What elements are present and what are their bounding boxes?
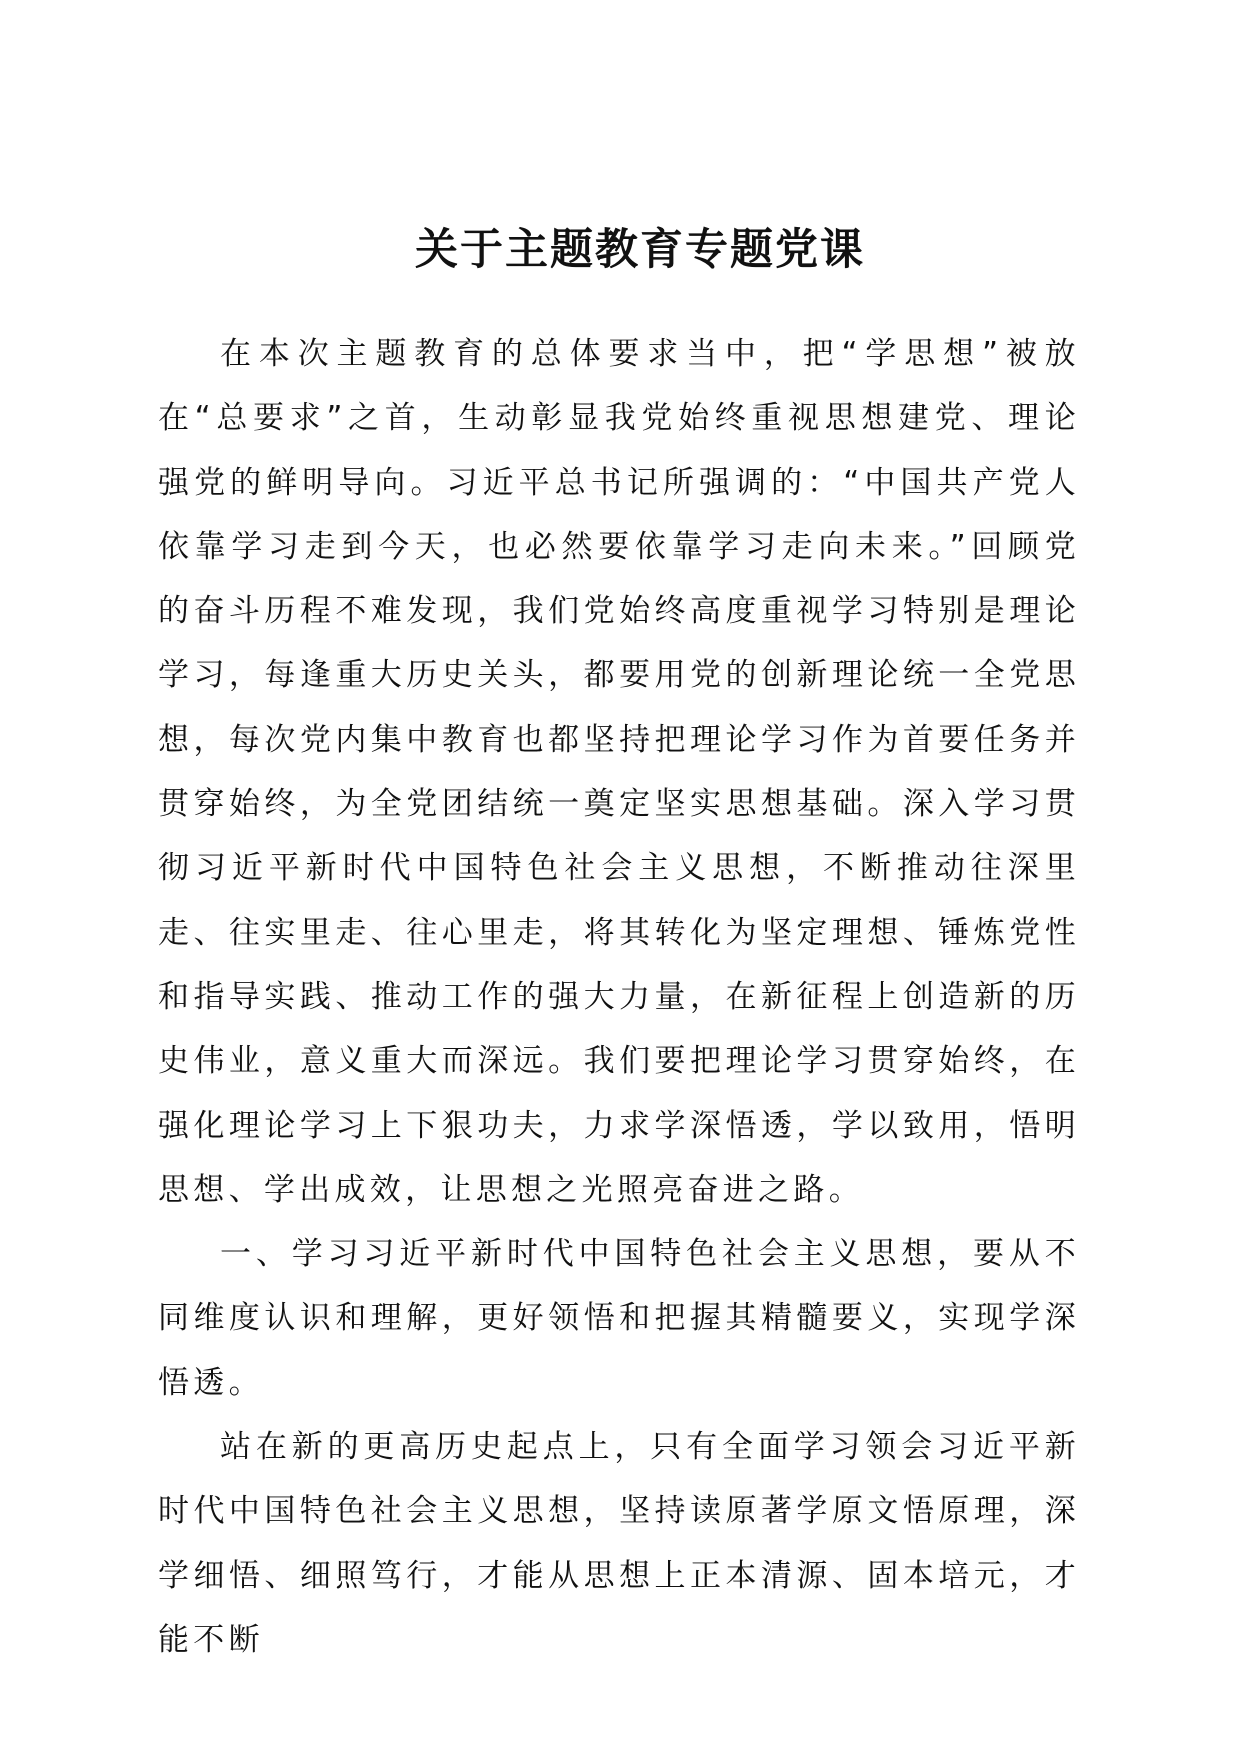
document-body bbox=[158, 322, 1080, 1672]
document-title: 关于主题教育专题党课 bbox=[415, 225, 865, 275]
paragraph-section-heading: 一、学习习近平新时代中国特色社会主义思想，要从不同维度认识和理解，更好领悟和把握其精髓要义，实现学深悟透。 bbox=[158, 1236, 1080, 1401]
paragraph-intro: 在本次主题教育的总体要求当中，把“学思想”被放在“总要求”之首，生动彰显我党始终重视思想建党、理论强党的鲜明导向。习近平总书记所强调的：“中国共产党人依靠学习走到今天，也必然要依靠学习走向未来。”回顾党的奋斗历程不难发现，我们党始终高度重视学习特别是理论学习，每逢重大历史关头，都要用党的创新理论统一全党思想，每次党内集中教育也都坚持把理论学习作为首要任务并贯穿始终，为全党团结统一奠定坚实思想基础。深入学习贯彻习近平新时代中国特色社会主义思想，不断推动往深里走、往实里走、往心里走，将其转化为坚定理想、锤炼党性和指导实践、推动工作的强大力量，在新征程上创造新的历史伟业，意义重大而深远。我们要把理论学习贯穿始终，在强化理论学习上下狠功夫，力求学深悟透，学以致用，悟明思想、学出成效，让思想之光照亮奋进之路。 bbox=[158, 336, 1080, 1208]
paragraph-section-body: 站在新的更高历史起点上，只有全面学习领会习近平新时代中国特色社会主义思想，坚持读原著学原文悟原理，深学细悟、细照笃行，才能从思想上正本清源、固本培元，才能不断 bbox=[158, 1429, 1080, 1658]
